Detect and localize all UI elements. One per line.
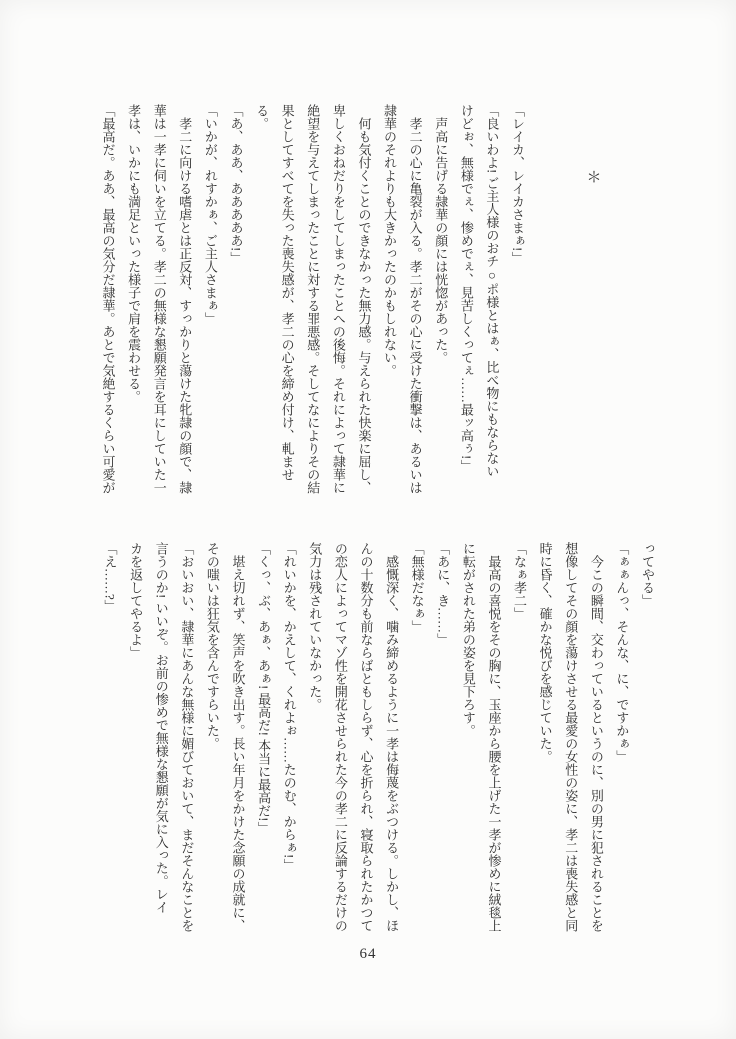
text-line: 何も気付くことのできなかった無力感。与えられた快楽に屈し、	[356, 104, 372, 494]
text-line: 孝二の心に亀裂が入る。孝二がその心に受けた衝撃は、あるいは	[407, 104, 423, 494]
text-line: 卑しくおねだりをしてしまったことへの後悔。それによって隷華に	[330, 104, 346, 494]
text-line: けどぉ、無様でぇ、惨めでぇ、見苦しくってぇ……最ッ高ぅ!」	[458, 104, 474, 473]
text-line: 絶望を与えてしまったことに対する罪悪感。そしてなによりその結	[305, 104, 321, 494]
text-line: 「良いわよ! ご主人様のおチ○ポ様とはぁ、比べ物にもならない	[484, 104, 500, 478]
text-line: んの十数分も前ならばともしらず、心を折られ、寝取られたかつて	[358, 542, 374, 932]
text-line: 「え……?」	[102, 542, 118, 613]
text-line: 想像してその顔を蕩けさせる最愛の女性の姿に、孝二は喪失感と同	[563, 542, 579, 932]
text-line: 隷華のそれよりも大きかったのかもしれない。	[382, 104, 398, 377]
section-separator-asterisk: ＊	[586, 170, 602, 186]
text-line: に転がされた弟の姿を見下ろす。	[460, 542, 476, 737]
text-line: 声高に告げる隷華の顔には恍惚があった。	[433, 104, 449, 364]
text-line: 時に昏く、確かな悦びを感じていた。	[537, 542, 553, 763]
text-line: 最高の喜悦をその胸に、玉座から腰を上げた一孝が惨めに絨毯上	[486, 542, 502, 932]
text-line: カを返してやるよ」	[128, 542, 144, 659]
text-line: 「あ、ああ、あああああ!」	[228, 104, 244, 265]
text-line: 「おいおい、隷華にあんな無様に媚びておいて、まだそんなことを	[179, 542, 195, 932]
text-line: 気力は残されていなかった。	[307, 542, 323, 711]
text-block-top	[95, 104, 530, 506]
text-line: 言うのか! いいぞ。お前の惨めで無様な懇願が気に入った。レイ	[153, 542, 169, 914]
text-line: 孝二に向ける嗜虐とは正反対、すっかりと蕩けた牝隷の顔で、隷	[177, 104, 193, 494]
text-line: その嗤いは狂気を含んですらいた。	[204, 542, 220, 750]
text-line: 「いかが、れすかぁ、ご主人さまぁ」	[202, 104, 218, 325]
text-line: ってやる」	[640, 542, 655, 607]
text-line: 孝は、いかにも満足といった様子で肩を震わせる。	[126, 104, 142, 403]
text-line: 果としてすべてを失った喪失感が、孝二の心を締め付け、軋ませ	[279, 104, 295, 481]
text-line: 「なぁ孝二」	[512, 542, 528, 620]
text-line: の恋人によってマゾ性を開花させられた今の孝二に反論するだけの	[332, 542, 348, 932]
text-block-bottom	[97, 542, 660, 944]
text-line: 今この瞬間、交わっているというのに、別の男に犯されることを	[588, 542, 604, 932]
text-line: 「最高だ。ああ、最高の気分だ隷華。あとで気絶するくらい可愛が	[100, 104, 116, 494]
text-line: 「れいかを、かえして、くれよぉ……たのむ、からぁ!」	[281, 542, 297, 872]
text-line: 「ぁぁんっ、そんな、に、ですかぁ」	[614, 542, 630, 763]
text-line: 「無様だなぁ」	[409, 542, 425, 633]
text-line: 「レイカ、レイカさまぁ!」	[510, 104, 525, 265]
text-line: 華は一孝に伺いを立てる。孝二の無様な懇願発言を耳にしていた一	[151, 104, 167, 494]
text-line: 感慨深く、噛み締めるように一孝は侮蔑をぶつける。しかし、ほ	[384, 542, 400, 932]
text-line: 「あに、き……」	[435, 542, 451, 646]
text-line: る。	[254, 104, 270, 130]
text-line: 堪え切れず、笑声を吹き出す。長い年月をかけた念願の成就に、	[230, 542, 246, 932]
text-line: 「くっ、ぶ、あぁ、あぁ! 最高だ! 本当に最高だ!」	[256, 542, 272, 835]
page-number: 64	[359, 946, 377, 962]
